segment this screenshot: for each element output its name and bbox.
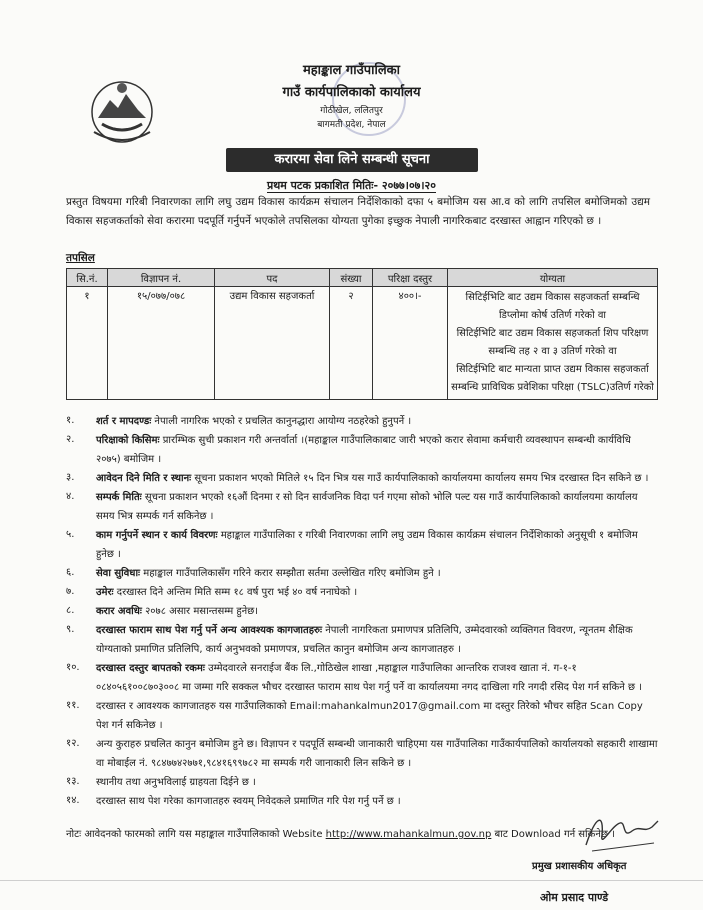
- list-item: ६. सेवा सुविधाः महाङ्काल गाउँपालिकासँग गरिने करार सम्झौता सर्तमा उल्लेखित गरिए बमोजिम हुने ।: [66, 567, 441, 579]
- cell-post: उद्यम विकास सहजकर्ता: [215, 287, 330, 400]
- signatory-name: ओम प्रसाद पाण्डे: [540, 891, 609, 904]
- signatory-title: प्रमुख प्रशासकीय अधिकृत: [532, 861, 627, 872]
- cell-adv-no: १५/०७७/०७८: [108, 287, 215, 400]
- col-header-sn: सि.नं.: [67, 269, 108, 287]
- table-row: [67, 287, 658, 400]
- org-name: महाङ्काल गाउँपालिका: [302, 63, 401, 78]
- list-item: ११. दरखास्त र आवश्यक कागजातहरु यस गाउँपालिकाको Email:mahankalmun2017@gmail.com मा दस्तुर तिरेको भौचर सहित Scan Copy पेश गर्न सकिनेछ ।: [66, 700, 643, 731]
- list-item: ९. दरखास्त फाराम साथ पेश गर्नु पर्ने अन्य आवश्यक कागजातहरुः नेपाली नागरिकता प्रमाणपत्र प्रतिलिपि, उम्मेदवारको व्यक्तिगत विवरण, न्यूनतम शैक्षिक योग्यताको प्रमाणित प्रतिलिपि, कार्य अनुभवको प्रमाणपत्र, प्रचलित कानुन बमोजिम अन्य कागजातहरु ।: [66, 624, 633, 655]
- intro-paragraph: प्रस्तुत विषयमा गरिबी निवारणका लागि लघु उद्यम विकास कार्यक्रम संचालन निर्देशिकाको दफा ५ बमोजिम यस आ.व को लागि तपसिल बमोजिमको उद्यम विकास सहजकर्ताको सेवा करारमा पदपूर्ति गर्नुपर्ने भएकोले तपसिलका योग्यता पुगेका इच्छुक नेपाली नागरिकबाट दरखास्त आह्वान गरिएको छ ।: [66, 196, 650, 227]
- list-item: ८. करार अवधिः २०७८ असार मसान्तसम्म हुनेछ।: [66, 605, 259, 617]
- qualification-item: सिटिईभिटि बाट उद्यम विकास सहजकर्ता शिप परिक्षण सम्बन्धि तह २ वा ३ उतिर्ण गरेको वा: [456, 328, 649, 357]
- cell-fee: ४००।-: [373, 287, 448, 400]
- download-note: नोटः आवेदनको फारमको लागि यस महाङ्काल गाउँपालिकाको Website http://www.mahankalmun.gov.np बाट Download गर्न सकिनेछ ।: [66, 829, 615, 840]
- col-header-adv-no: विज्ञापन नं.: [108, 269, 215, 287]
- col-header-count: संख्या: [330, 269, 373, 287]
- list-item: ३. आवेदन दिने मिति र स्थानः सूचना प्रकाशन भएको मितिले १५ दिन भित्र यस गाउँ कार्यपालिकाको कार्यालयमा कार्यालय समय भित्र दरखास्त दिन सकिने छ ।: [66, 472, 649, 484]
- cell-qualification: [448, 287, 658, 400]
- handwritten-signature-icon: [582, 805, 662, 855]
- org-office: गाउँ कार्यपालिकाको कार्यालय: [282, 85, 421, 100]
- cell-sn: १: [67, 287, 108, 400]
- conditions-list: [66, 412, 658, 811]
- col-header-qualification: योग्यता: [448, 269, 658, 287]
- table-header-row: [67, 269, 658, 287]
- org-address-line2: बागमती प्रदेश, नेपाल: [317, 120, 386, 130]
- col-header-fee: परिक्षा दस्तुर: [373, 269, 448, 287]
- qualification-item: सिटिईभिटि बाट मान्यता प्राप्त उद्यम विकास सहजकर्ता सम्बन्धि प्राविधिक प्रवेशिका परिक्षा (TSLC)उतिर्ण गरेको: [451, 364, 654, 393]
- list-item: १. शर्त र मापदण्डः नेपाली नागरिक भएको र प्रचलित कानुनद्धारा आयोग्य नठहरेको हुनुपर्ने ।: [66, 415, 412, 427]
- list-item: २. परिक्षाको किसिमः प्रारम्भिक सुची प्रकाशन गरी अन्तर्वार्ता ।(महाङ्काल गाउँपालिकाबाट जारी भएको करार सेवामा कर्मचारी व्यवस्थापन सम्बन्धी कार्यविधि २०७५) बमोजिम ।: [66, 434, 631, 465]
- notice-banner: करारमा सेवा लिने सम्बन्धी सूचना: [226, 148, 478, 172]
- cell-count: २: [330, 287, 373, 400]
- vacancy-table: [66, 268, 658, 400]
- qualification-item: सिटिईभिटि बाट उद्यम विकास सहजकर्ता सम्बन्धि डिप्लोमा कोर्ष उतिर्ण गरेको वा: [465, 292, 640, 321]
- list-item: १२. अन्य कुराहरु प्रचलित कानुन बमोजिम हुने छ। विज्ञापन र पदपूर्ति सम्बन्धी जानाकारी चाहिएमा यस गाउँपालिका गाउँकार्यपालिको कार्यालयको सहकारी शाखामा वा मोबाईल नं. ९८४७७४२७७१,९८४१६९९७८२ मा सम्पर्क गरी जानाकारी लिन सकिने छ ।: [66, 738, 658, 769]
- schedule-label: तपसिल: [66, 252, 95, 264]
- list-item: १०. दरखास्त दस्तुर बापतको रकमः उम्मेदवारले सनराईज बैंक लि.,गोठिखेल शाखा ,महाङ्काल गाउँपालिका आन्तरिक राजश्व खाता नं. ग-१-१ ०८४०५६१००८७०३००८ मा जम्मा गरि सक्कल भौचर दरखास्त फाराम साथ पेश गर्नु पर्ने वा कार्यालयमा नगद दाखिला गरि नगदी रसिद पेश गर्न सकिने छ ।: [66, 662, 642, 693]
- list-item: १३. स्थानीय तथा अनुभविलाई ग्राहयता दिईने छ ।: [66, 776, 256, 788]
- list-item: ७. उमेरः दरखास्त दिने अन्तिम मिति सम्म १८ वर्ष पुरा भई ४० वर्ष ननाघेको ।: [66, 586, 358, 598]
- publication-date: प्रथम पटक प्रकाशित मितिः- २०७७।०७।२०: [266, 179, 436, 192]
- list-item: १४. दरखास्त साथ पेश गरेका कागजातहरु स्वयम् निवेदकले प्रमाणित गरि पेश गर्नु पर्ने छ ।: [66, 795, 401, 807]
- website-link[interactable]: http://www.mahankalmun.gov.np: [325, 829, 492, 840]
- col-header-post: पद: [215, 269, 330, 287]
- divider: [0, 880, 703, 881]
- list-item: ४. सम्पर्क मितिः सूचना प्रकाशन भएको १६औं दिनमा र सो दिन सार्वजनिक विदा पर्न गएमा सोको भोलि पल्ट यस गाउँ कार्यपालिकाको कार्यालयमा कार्यालय समय भित्र सम्पर्क गर्न सकिनेछ ।: [66, 491, 638, 522]
- list-item: ५. काम गर्नुपर्ने स्थान र कार्य विवरणः महाङ्काल गाउँपालिका र गरिबी निवारणका लागि लघु उद्यम विकास कार्यक्रम संचालन निर्देशिकाको अनुसूची १ बमोजिम हुनेछ ।: [66, 529, 638, 560]
- org-address-line1: गोठीखेल, ललितपुर: [320, 106, 383, 116]
